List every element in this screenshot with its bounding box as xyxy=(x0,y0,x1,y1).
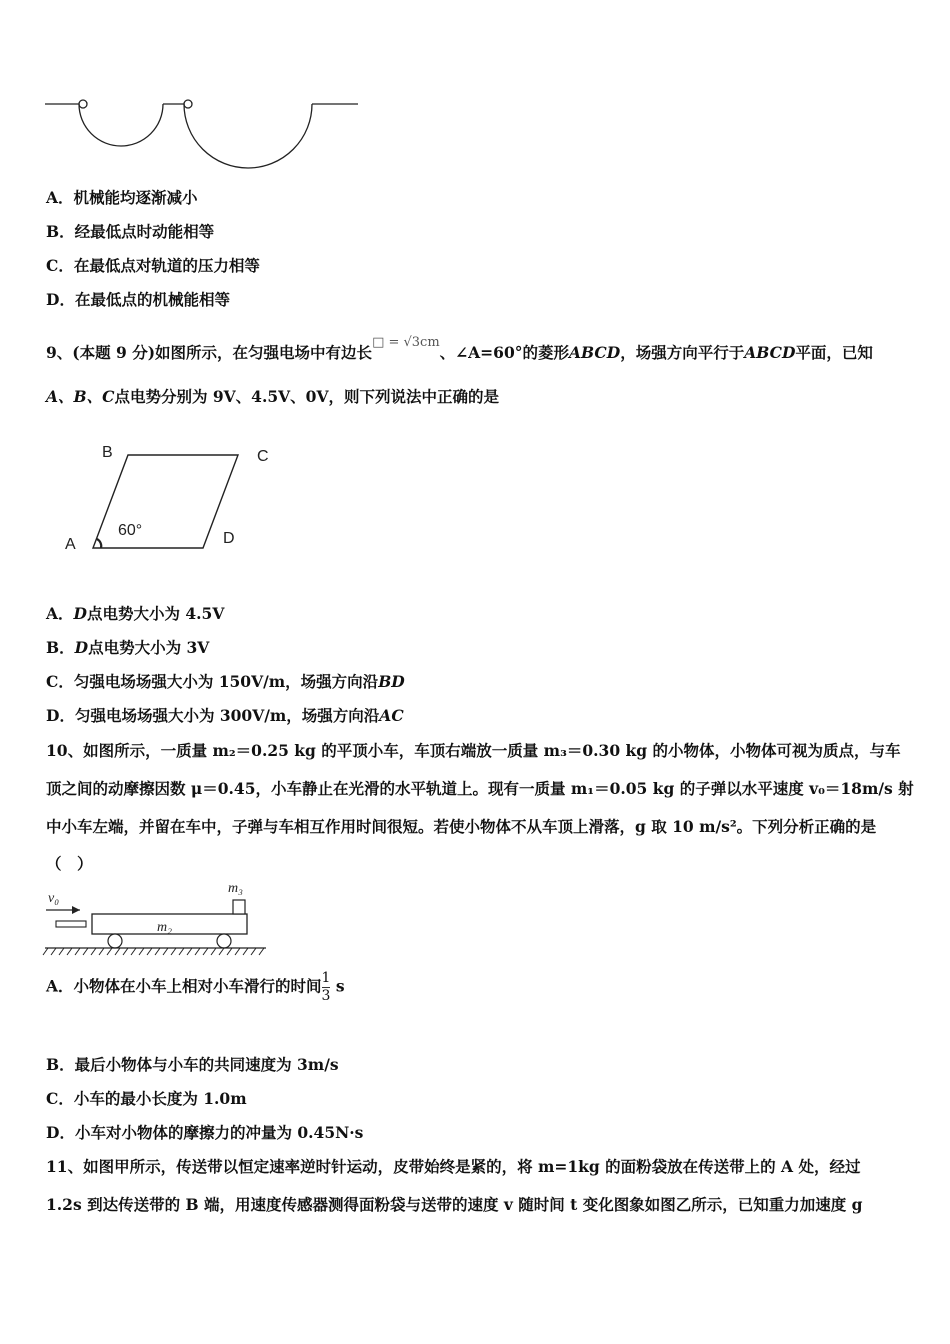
m3-label: m₃ xyxy=(228,881,243,896)
q11-stem-line2: 1.2s 到达传送带的 B 端，用速度传感器测得面粉袋与送带的速度 v 随时间 t 变化图象如图乙所示，已知重力加速度 g xyxy=(46,1195,863,1214)
q9-stem-line1: 9、(本题 9 分)如图所示，在匀强电场中有边长$^{□ = √3cm}$、∠A=60°的菱形ABCD，场强方向平行于ABCD平面，已知 xyxy=(46,335,873,362)
q9-option-b: B．D点电势大小为 3V xyxy=(46,638,210,657)
rhombus-shape xyxy=(93,455,238,548)
q8-option-a: A．机械能均逐渐减小 xyxy=(46,188,198,207)
track-figure xyxy=(40,95,365,175)
q10-option-b: B．最后小物体与小车的共同速度为 3m/s xyxy=(46,1055,339,1074)
wheel-right xyxy=(217,934,231,948)
q9-option-c: C．匀强电场场强大小为 150V/m，场强方向沿BD xyxy=(46,672,405,691)
q11-stem-line1: 11、如图甲所示，传送带以恒定速率逆时针运动，皮带始终是紧的，将 m=1kg 的面粉袋放在传送带上的 A 处，经过 xyxy=(46,1157,861,1176)
wheel-left xyxy=(108,934,122,948)
vertex-label-c: C xyxy=(257,448,269,465)
q9-option-a: A．D点电势大小为 4.5V xyxy=(46,604,225,623)
cart-figure xyxy=(40,875,280,960)
q10-stem-line4: （ ） xyxy=(46,854,93,873)
q10-stem-line2: 顶之间的动摩擦因数 μ＝0.45，小车静止在光滑的水平轨道上。现有一质量 m₁＝0.05 kg 的子弹以水平速度 v₀＝18m/s 射 xyxy=(46,779,914,798)
vertex-label-a: A xyxy=(65,536,76,553)
q10-option-d: D．小车对小物体的摩擦力的冲量为 0.45N·s xyxy=(46,1123,364,1142)
q10-stem-line1: 10、如图所示，一质量 m₂＝0.25 kg 的平顶小车，车顶右端放一质量 m₃＝0.30 kg 的小物体，小物体可视为质点，与车 xyxy=(46,741,901,760)
q8-option-c: C．在最低点对轨道的压力相等 xyxy=(46,256,260,275)
block-m3 xyxy=(233,900,245,914)
angle-arc xyxy=(97,539,101,548)
vertex-label-d: D xyxy=(223,530,235,547)
q10-stem-line3: 中小车左端，并留在车中，子弹与车相互作用时间很短。若使小物体不从车顶上滑落，g 取 10 m/s²。下列分析正确的是 xyxy=(46,817,877,836)
v0-label: v₀ xyxy=(48,891,60,906)
time-fraction: $\frac{1}{3}$ xyxy=(321,970,331,1004)
q8-option-d: D．在最低点的机械能相等 xyxy=(46,290,230,309)
vertex-label-b: B xyxy=(102,444,113,461)
q9-option-d: D．匀强电场场强大小为 300V/m，场强方向沿AC xyxy=(46,706,404,725)
q10-option-c: C．小车的最小长度为 1.0m xyxy=(46,1089,247,1108)
m2-label: m₂ xyxy=(157,920,172,935)
side-length-formula: □ = √3cm xyxy=(372,335,440,350)
q10-option-a: A．小物体在小车上相对小车滑行的时间 $\frac{1}{3}$ s xyxy=(46,970,345,1004)
q8-option-b: B．经最低点时动能相等 xyxy=(46,222,215,241)
bullet xyxy=(56,921,86,927)
q9-stem-line2: A、B、C点电势分别为 9V、4.5V、0V，则下列说法中正确的是 xyxy=(46,387,499,406)
angle-label: 60° xyxy=(118,522,143,539)
rhombus-figure xyxy=(55,435,285,565)
